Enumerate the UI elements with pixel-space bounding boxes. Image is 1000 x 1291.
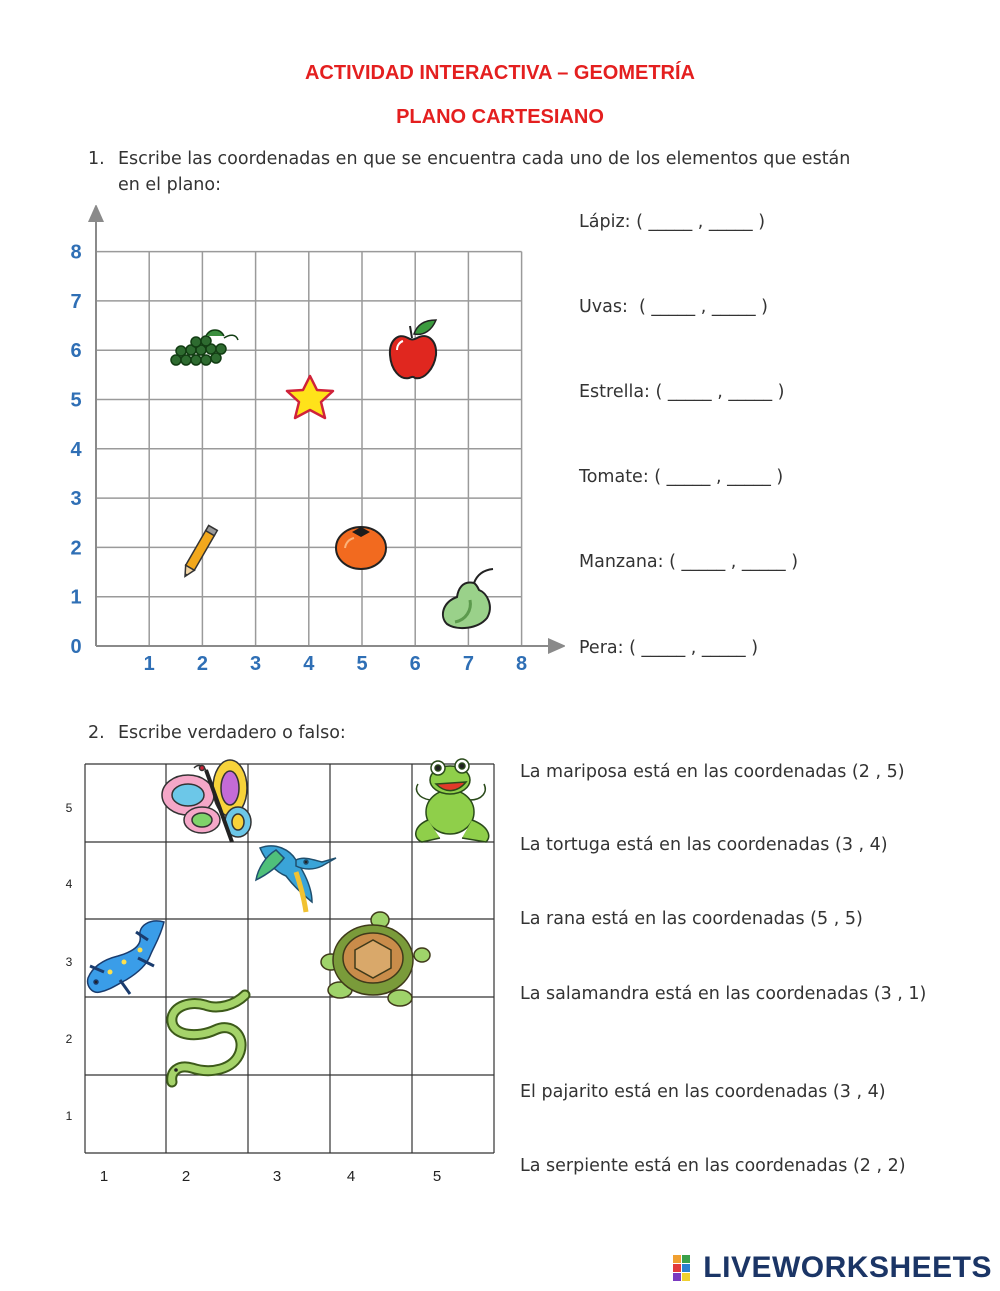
- x-tick-label: 7: [462, 653, 474, 675]
- y-tick-label: 4: [70, 438, 82, 461]
- question-2: [88, 720, 346, 746]
- grapes-icon: [171, 330, 238, 365]
- statement-tortuga[interactable]: La tortuga está en las coordenadas (3 , 4): [520, 835, 888, 855]
- animal-grid: [55, 755, 520, 1190]
- y-tick-label: 1: [70, 586, 82, 609]
- x-tick-label: 4: [303, 653, 315, 675]
- x-label: 2: [181, 1168, 191, 1185]
- page-subtitle: PLANO CARTESIANO: [396, 106, 604, 128]
- star-icon: [287, 376, 333, 418]
- answer-lapiz[interactable]: Lápiz: ( _____ , _____ ): [579, 212, 766, 232]
- page-title: ACTIVIDAD INTERACTIVA – GEOMETRÍA: [304, 62, 695, 84]
- y-tick-label: 8: [70, 241, 82, 264]
- x-label: 1: [99, 1168, 109, 1185]
- answer-tomate[interactable]: Tomate: ( _____ , _____ ): [579, 467, 784, 487]
- answer-estrella[interactable]: Estrella: ( _____ , _____ ): [579, 382, 785, 402]
- snake-icon: [172, 995, 245, 1082]
- y-label: 3: [65, 955, 73, 969]
- tomato-icon: [336, 527, 386, 569]
- turtle-icon: [321, 912, 430, 1006]
- y-tick-label: 3: [70, 488, 82, 511]
- x-label: 5: [432, 1168, 442, 1185]
- liveworksheets-logo-icon: [673, 1255, 699, 1281]
- question-number: 2.: [88, 723, 105, 743]
- y-label: 1: [65, 1109, 73, 1123]
- apple-icon: [390, 320, 436, 378]
- question-text: Escribe las coordenadas en que se encuentra cada uno de los elementos que están: [118, 149, 851, 169]
- question-text-cont: en el plano:: [118, 175, 222, 195]
- y-label: 4: [65, 877, 73, 891]
- y-tick-label: 6: [70, 340, 82, 363]
- frog-icon: [416, 759, 489, 842]
- y-label: 2: [65, 1032, 73, 1046]
- x-tick-label: 5: [356, 653, 368, 675]
- statement-rana[interactable]: La rana está en las coordenadas (5 , 5): [520, 909, 863, 929]
- answer-uvas[interactable]: Uvas: ( _____ , _____ ): [579, 297, 768, 317]
- question-1: [88, 146, 850, 198]
- salamander-icon: [88, 921, 164, 994]
- y-tick-label: 2: [70, 537, 82, 560]
- x-tick-label: 8: [516, 653, 528, 675]
- x-label: 4: [346, 1168, 356, 1185]
- cartesian-plane: [55, 205, 565, 680]
- question-text: Escribe verdadero o falso:: [118, 723, 346, 743]
- liveworksheets-logo: [673, 1251, 992, 1285]
- bird-icon: [256, 846, 336, 912]
- y-tick-label: 0: [70, 636, 82, 658]
- statement-serpiente[interactable]: La serpiente está en las coordenadas (2 , 2): [520, 1156, 906, 1176]
- x-tick-label: 1: [143, 653, 155, 675]
- answer-manzana[interactable]: Manzana: ( _____ , _____ ): [579, 552, 799, 572]
- x-tick-label: 3: [250, 653, 262, 675]
- answer-pera[interactable]: Pera: ( _____ , _____ ): [579, 638, 759, 658]
- pencil-icon: [181, 525, 218, 578]
- y-tick-label: 7: [70, 290, 82, 313]
- y-label: 5: [65, 801, 73, 815]
- x-tick-label: 2: [196, 653, 208, 675]
- butterfly-icon: [162, 760, 251, 842]
- y-tick-label: 5: [70, 389, 82, 412]
- statement-mariposa[interactable]: La mariposa está en las coordenadas (2 , 5): [520, 762, 905, 782]
- x-label: 3: [272, 1168, 282, 1185]
- question-number: 1.: [88, 149, 105, 169]
- brand-text: LIVEWORKSHEETS: [703, 1251, 992, 1284]
- statement-pajarito[interactable]: El pajarito está en las coordenadas (3 , 4): [520, 1082, 886, 1102]
- statement-salamandra[interactable]: La salamandra está en las coordenadas (3 , 1): [520, 984, 927, 1004]
- x-tick-label: 6: [409, 653, 421, 675]
